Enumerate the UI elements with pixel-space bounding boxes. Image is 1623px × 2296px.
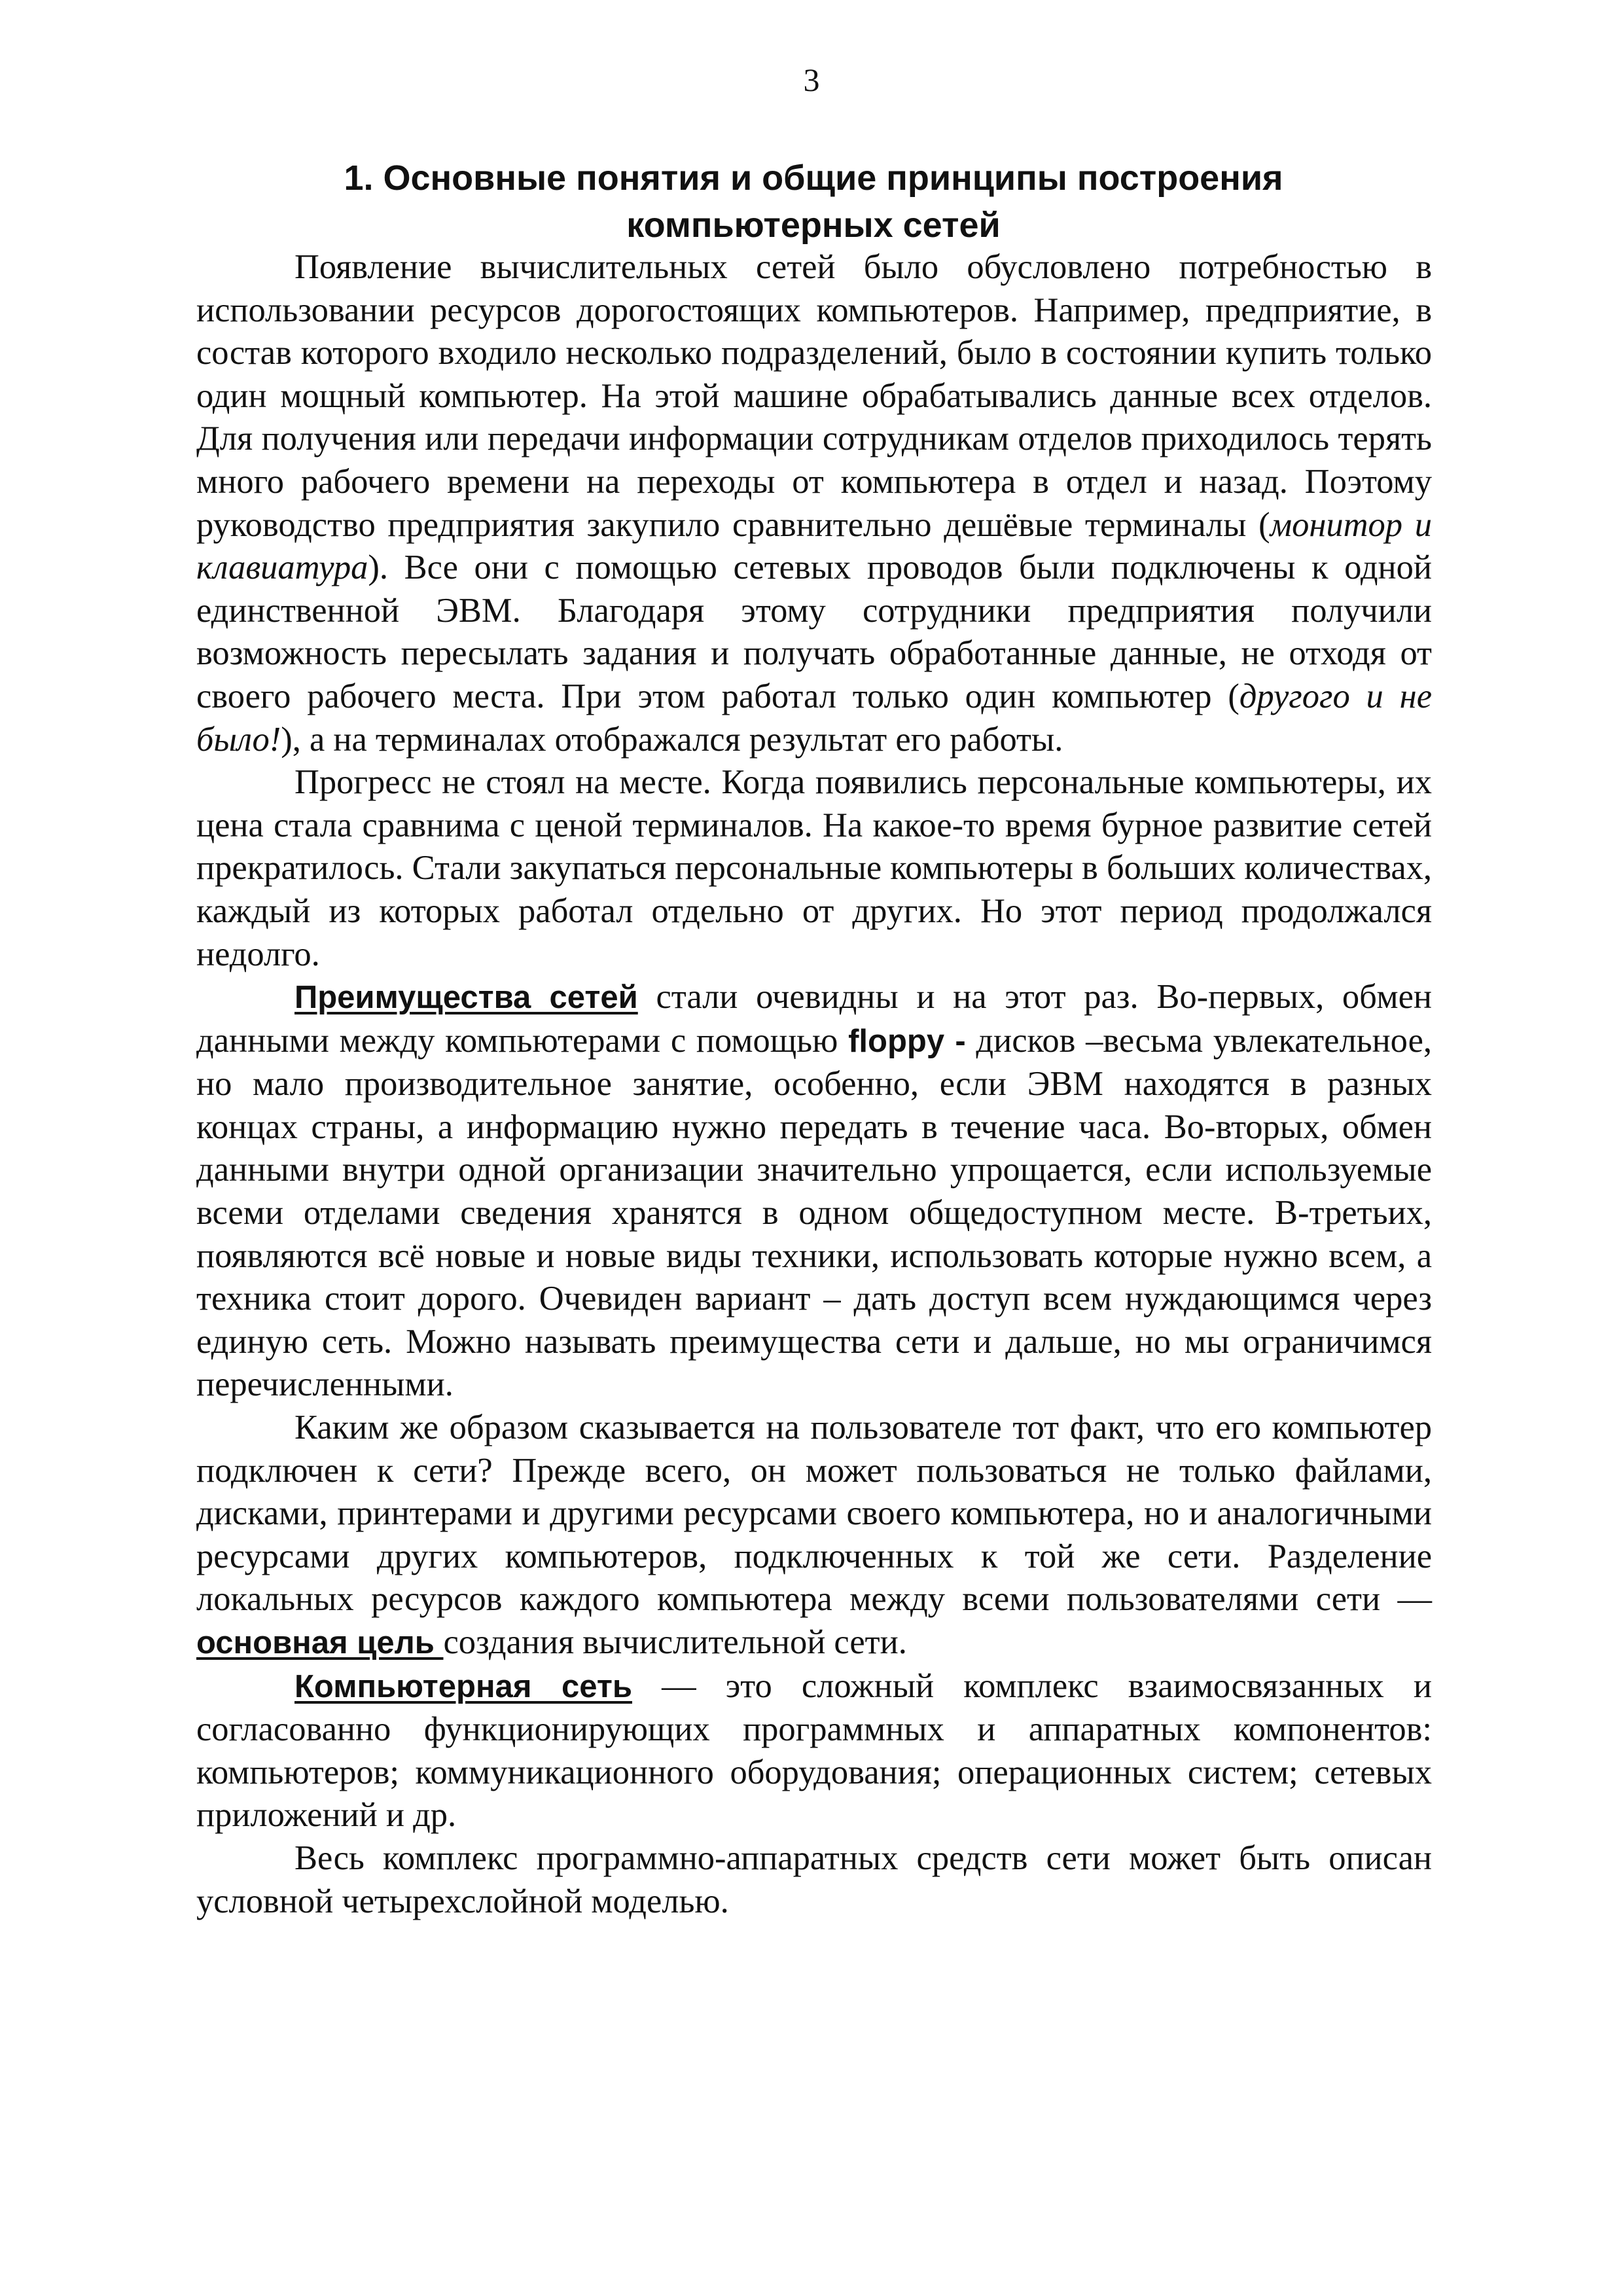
section-heading — [195, 154, 1432, 249]
paragraph-text: Прогресс не стоял на месте. Когда появились персональные компьютеры, их цена стала сравнима с ценой терминалов. На какое-то время бурное развитие сетей прекратилось. Стали закупаться персональные компьютеры в больших количествах, каждый из которых работал отдельно от других. Но этот период продолжался недолго. — [196, 763, 1433, 973]
italic-phrase: другого и не было! — [196, 677, 1432, 759]
paragraph-text: ), а на терминалах отображался результат его работы. — [281, 720, 1063, 759]
term-network-advantages: Преимущества сетей — [294, 980, 638, 1016]
page-number: 3 — [803, 62, 820, 98]
paragraph-text: дисков –весьма увлекательное, но мало производительное занятие, особенно, если ЭВМ находятся в разных концах страны, а информацию нужно передать в течение часа. Во-вторых, обмен данными внутри одной организации значительно упрощается, если используемые всеми отделами сведения хранятся в одном общедоступном месте. В-третьих, появляются всё новые и новые виды техники, использовать которые нужно всем, а техника стоит дорого. Очевиден вариант – дать доступ всем нуждающимся через единую сеть. Можно называть преимущества сети и дальше, но мы ограничимся перечисленными. — [196, 1021, 1432, 1404]
section-heading-line-1: 1. Основные понятия и общие принципы построения — [344, 158, 1283, 198]
term-computer-network: Компьютерная сеть — [294, 1668, 632, 1704]
section-heading-line-2: компьютерных сетей — [626, 206, 1001, 245]
paragraph-personal-computers — [196, 761, 1432, 976]
paragraph-text: — это сложный комплекс взаимосвязанных и согласованно функционирующих программных и аппаратных компонентов: компьютеров; коммуникационного оборудования; операционных систем; сетевых приложений и др. — [196, 1666, 1432, 1835]
document-body — [196, 246, 1432, 1923]
paragraph-network-definition — [196, 1665, 1432, 1837]
paragraph-text: создания вычислительной сети. — [443, 1623, 907, 1661]
paragraph-text: Весь комплекс программно-аппаратных средств сети может быть описан условной четырехслойной моделью. — [196, 1839, 1432, 1920]
paragraph-text: стали очевидны и на этот раз. Во-первых, обмен данными между компьютерами с помощью — [196, 978, 1432, 1060]
paragraph-four-layer-model — [196, 1837, 1432, 1923]
term-floppy: floppy - — [848, 1023, 966, 1059]
paragraph-resource-sharing — [196, 1407, 1432, 1665]
paragraph-network-origins — [196, 246, 1432, 761]
paragraph-network-advantages — [196, 976, 1432, 1407]
paragraph-text: Каким же образом сказывается на пользователе тот факт, что его компьютер подключен к сети? Прежде всего, он может пользоваться не только файлами, дисками, принтерами и другими ресурсами своего компьютера, но и аналогичными ресурсами других компьютеров, подключенных к той же сети. Разделение локальных ресурсов каждого компьютера между всеми пользователями сети — — [196, 1408, 1432, 1619]
italic-phrase: монитор и клавиатура — [196, 505, 1432, 587]
paragraph-text: ). Все они с помощью сетевых проводов были подключены к одной единственной ЭВМ. Благодаря этому сотрудники предприятия получили возможность пересылать задания и получать обработанные данные, не отходя от своего рабочего места. При этом работал только один компьютер ( — [196, 548, 1432, 715]
paragraph-text: Появление вычислительных сетей было обусловлено потребностью в использовании ресурсов дорогостоящих компьютеров. Например, предприятие, в состав которого входило несколько подразделений, было в состоянии купить только один мощный компьютер. На этой машине обрабатывались данные всех отделов. Для получения или передачи информации сотрудникам отделов приходилось терять много рабочего времени на переходы от компьютера в отдел и назад. Поэтому руководство предприятия закупило сравнительно дешёвые терминалы ( — [196, 248, 1432, 544]
term-main-goal: основная цель — [196, 1625, 444, 1660]
